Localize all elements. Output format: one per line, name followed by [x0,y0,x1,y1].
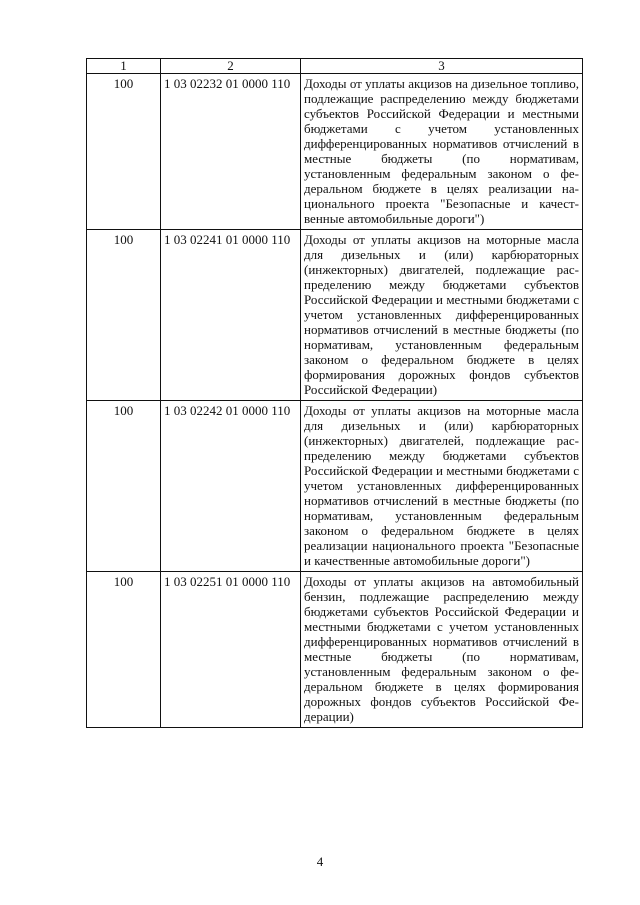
budget-classification-code-cell: 1 03 02251 01 0000 110 [161,572,301,728]
revenue-description-cell: Доходы от уплаты акцизов на моторные масла для дизельных и (или) карбюраторных (инжекторных) двигателей, подлежащие распределению между бюджетами субъектов Российской Федерации и местными бюджетами с учетом установленных дифференцированных нормативов отчислений в местные бюджеты (по нормативам, установленным федеральным законом о федеральном бюджете в целях реализации национального проекта "Безопасные и качественные автомобильные дороги") [301,401,583,572]
page-number: 4 [316,854,324,869]
table-row [87,230,583,401]
table-header-row [87,59,583,74]
column-header-2: 2 [161,59,301,74]
budget-classification-code-cell: 1 03 02232 01 0000 110 [161,74,301,230]
revenue-codes-table [86,58,583,728]
revenue-description-cell: Доходы от уплаты акцизов на моторные масла для дизельных и (или) карбюраторных (инжекторных) двигателей, подлежащие распределению между бюджетами субъектов Российской Федерации и местными бюджетами с учетом установленных дифференцированных нормативов отчислений в местные бюджеты (по нормативам, установленным федеральным законом о федеральном бюджете в целях формирования дорожных фондов субъектов Российской Федерации) [301,230,583,401]
document-page [86,58,582,728]
admin-code-cell: 100 [87,74,161,230]
table-row [87,401,583,572]
table-row [87,572,583,728]
revenue-description-cell: Доходы от уплаты акцизов на дизельное топливо, подлежащие распределению между бюджетами субъектов Российской Федерации и местными бюджетами с учетом установленных дифференцированных нормативов отчислений в местные бюджеты (по нормативам, установленным федеральным законом о федеральном бюджете в целях реализации национального проекта "Безопасные и качественные автомобильные дороги") [301,74,583,230]
column-header-3: 3 [301,59,583,74]
admin-code-cell: 100 [87,572,161,728]
table-row [87,74,583,230]
column-header-1: 1 [87,59,161,74]
revenue-description-cell: Доходы от уплаты акцизов на автомобильный бензин, подлежащие распределению между бюджетами субъектов Российской Федерации и местными бюджетами с учетом установленных дифференцированных нормативов отчислений в местные бюджеты (по нормативам, установленным федеральным законом о федеральном бюджете в целях формирования дорожных фондов субъектов Российской Федерации) [301,572,583,728]
admin-code-cell: 100 [87,401,161,572]
budget-classification-code-cell: 1 03 02241 01 0000 110 [161,230,301,401]
admin-code-cell: 100 [87,230,161,401]
budget-classification-code-cell: 1 03 02242 01 0000 110 [161,401,301,572]
